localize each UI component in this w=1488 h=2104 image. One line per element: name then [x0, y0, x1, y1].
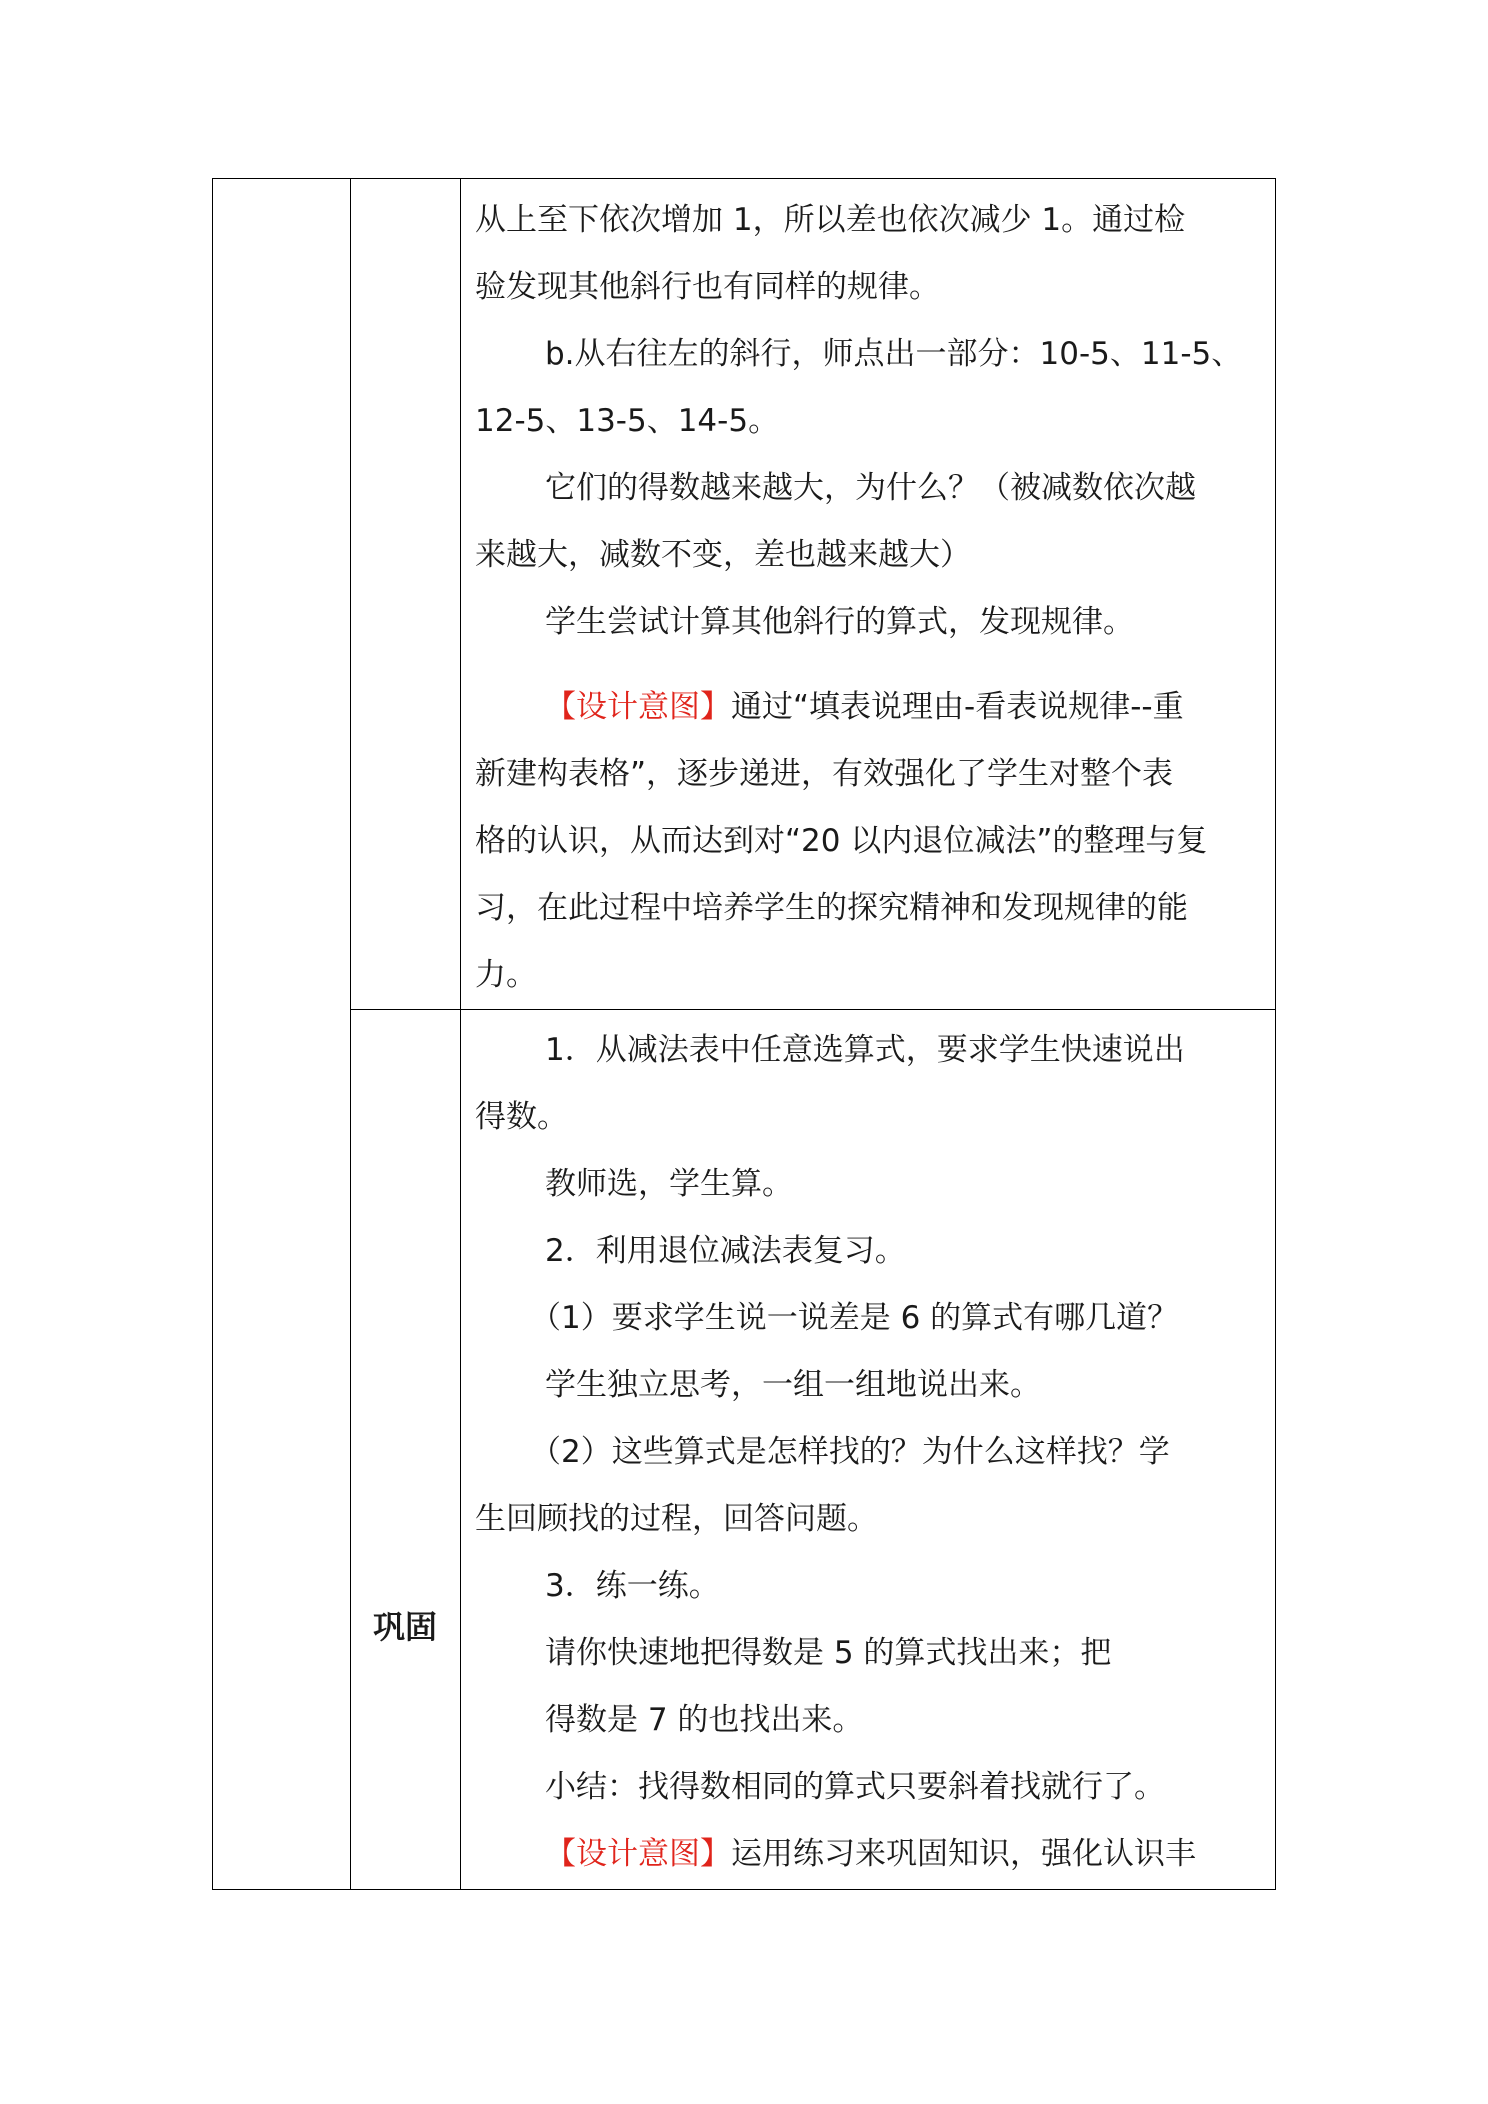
- design-intent-text: 通过“填表说理由-看表说规律--重: [731, 689, 1184, 725]
- text-line: 3．练一练。: [545, 1568, 720, 1604]
- text-line: 小结：找得数相同的算式只要斜着找就行了。: [545, 1769, 1165, 1805]
- text-line: 请你快速地把得数是 5 的算式找出来；把: [545, 1635, 1112, 1671]
- text-line: （1）要求学生说一说差是 6 的算式有哪几道？: [530, 1300, 1179, 1336]
- text-line: （2）这些算式是怎样找的？为什么这样找？学: [530, 1434, 1170, 1470]
- column-divider-2: [460, 179, 461, 1889]
- text-line: 来越大，减数不变，差也越来越大）: [475, 537, 971, 573]
- text-line: 格的认识，从而达到对“20 以内退位减法”的整理与复: [475, 823, 1208, 859]
- design-intent-label: 【设计意图】: [545, 1836, 731, 1872]
- text-line: 得数。: [475, 1099, 568, 1135]
- text-line: 验发现其他斜行也有同样的规律。: [475, 269, 940, 305]
- stage-label-consolidation: 巩固: [372, 1608, 437, 1646]
- text-line: 习，在此过程中培养学生的探究精神和发现规律的能: [475, 890, 1188, 926]
- text-line: 1．从减法表中任意选算式，要求学生快速说出: [545, 1032, 1185, 1068]
- text-line: 2．利用退位减法表复习。: [545, 1233, 906, 1269]
- lesson-plan-table: [212, 178, 1276, 1890]
- text-line: 生回顾找的过程，回答问题。: [475, 1501, 878, 1537]
- text-line: b.从右往左的斜行，师点出一部分：10-5、11-5、: [545, 336, 1243, 372]
- text-line: 力。: [475, 957, 537, 993]
- text-line: 12-5、13-5、14-5。: [475, 403, 780, 439]
- text-line: 教师选，学生算。: [545, 1166, 793, 1202]
- row-divider: [350, 1009, 1275, 1010]
- text-line: 它们的得数越来越大，为什么？（被减数依次越: [545, 470, 1196, 506]
- design-intent-label: 【设计意图】: [545, 689, 731, 725]
- design-intent-text: 运用练习来巩固知识，强化认识丰: [731, 1836, 1196, 1872]
- text-line: 学生独立思考，一组一组地说出来。: [545, 1367, 1041, 1403]
- text-line: 得数是 7 的也找出来。: [545, 1702, 864, 1738]
- text-line: 学生尝试计算其他斜行的算式，发现规律。: [545, 604, 1134, 640]
- design-intent-line: [475, 674, 1275, 741]
- text-line: 从上至下依次增加 1，所以差也依次减少 1。通过检: [475, 202, 1186, 238]
- text-line: 新建构表格”，逐步递进，有效强化了学生对整个表: [475, 756, 1174, 792]
- section2-content: [475, 1017, 1275, 1888]
- design-intent-line: [475, 1821, 1275, 1888]
- section1-content: [475, 187, 1275, 1009]
